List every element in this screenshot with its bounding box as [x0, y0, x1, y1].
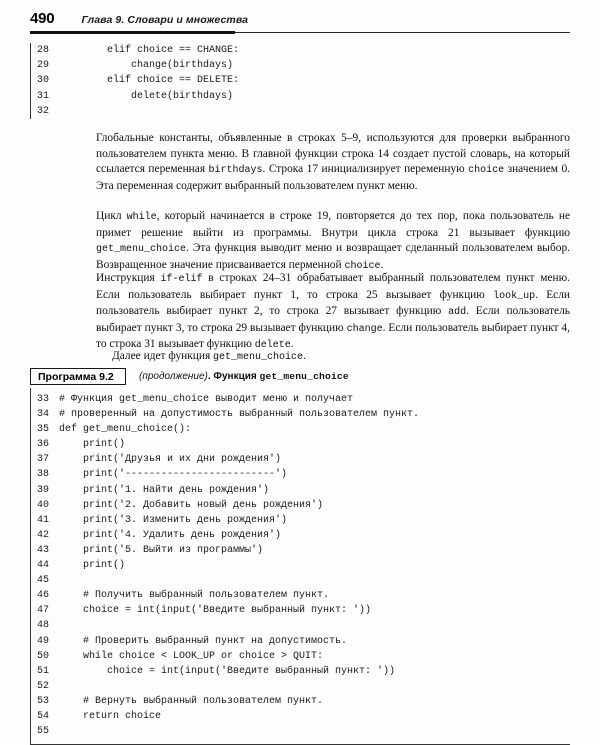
code-line-source: elif choice == DELETE: — [59, 75, 240, 87]
code-line-number: 39 — [37, 484, 50, 496]
p2-code-get-menu-choice: get_menu_choice — [96, 244, 187, 256]
p4-text-1: Далее идет функция — [112, 350, 214, 362]
program-caption-function: get_menu_choice — [259, 371, 349, 382]
code-line-number: 35 — [37, 424, 50, 436]
p2-text-3: . Эта функция выводит меню и возвращает сделанный пользователем выбор. Возвращенное значение присваивается перменной — [96, 242, 570, 271]
p2-text-2: , который начинается в строке 19, повторяется до тех пор, пока пользователь не примет решение выйти из программы. Внутри цикла строка 21 вызывает функцию — [96, 210, 571, 239]
program-header — [30, 368, 570, 385]
code-line — [37, 573, 570, 588]
code-line-number: 33 — [37, 394, 50, 405]
p3-text-2: в строках 24–31 обрабатывает выбранный пользователем пункт меню. Если пользователь выбирает пункт 1, то строка 25 вызывает функцию — [96, 272, 570, 301]
paragraph-globals — [96, 131, 570, 194]
p3-code-delete: delete — [254, 340, 291, 352]
code-line-number: 32 — [37, 105, 50, 117]
code-line-number: 43 — [37, 544, 50, 556]
program-caption-continued: (продолжение) — [139, 371, 208, 382]
p1-code-choice: choice — [468, 165, 505, 177]
paragraph-while-loop — [96, 209, 570, 274]
code-line-source: # Получить выбранный пользователем пункт. — [59, 590, 330, 602]
code-line-source: elif choice == CHANGE: — [59, 45, 240, 56]
program-caption-text: . Функция — [207, 371, 260, 382]
code-line — [37, 452, 570, 467]
code-line-number: 47 — [37, 605, 50, 617]
p3-code-look-up: look_up — [493, 290, 536, 302]
code-line — [37, 603, 570, 618]
code-line-source: print('4. Удалить день рождения') — [59, 529, 282, 541]
code-line — [37, 437, 570, 452]
code-line-number: 42 — [37, 529, 50, 541]
page-number: 490 — [30, 10, 55, 27]
code-line-number: 37 — [37, 454, 50, 466]
code-line — [37, 709, 570, 724]
code-line — [37, 43, 570, 58]
code-line-number: 55 — [37, 726, 50, 738]
code-line-source: while choice < LOOK_UP or choice > QUIT: — [59, 650, 324, 662]
code-line-number: 51 — [37, 665, 50, 677]
code-line-number: 54 — [37, 710, 50, 722]
p2-text-1: Цикл — [96, 210, 127, 222]
code-line-number: 52 — [37, 680, 50, 692]
chapter-title: Глава 9. Словари и множества — [81, 14, 249, 26]
code-line-source: print('3. Изменить день рождения') — [59, 514, 288, 526]
p3-text-6: . — [290, 338, 294, 351]
code-line-source: print('2. Добавить новый день рождения') — [59, 499, 324, 511]
code-line — [37, 543, 570, 558]
paragraph-if-elif — [96, 271, 570, 354]
p3-code-add: add — [448, 307, 467, 319]
p1-text-1: Глобальные константы, объявленные в строках 5–9, используются для проверки выбранного пользователем пункта меню. В главной функции строка 14 создает пустой словарь, на который ссылается переменная — [96, 132, 570, 176]
code-line-source: # Вернуть выбранный пользователем пункт. — [59, 695, 324, 707]
code-line — [37, 694, 570, 709]
code-line-number: 41 — [37, 514, 50, 526]
p3-text-4: . Если пользователь выбирает пункт 3, то строка 29 вызывает функцию — [96, 305, 570, 334]
p3-code-change: change — [346, 323, 383, 335]
p2-code-while: while — [126, 212, 157, 223]
paragraph-next-function — [96, 349, 570, 366]
code-line-source: print() — [59, 560, 126, 572]
code-line-number: 48 — [37, 620, 50, 632]
p3-code-if-elif: if-elif — [160, 274, 203, 285]
code-line — [37, 498, 570, 513]
code-line-number: 29 — [37, 60, 50, 72]
code-line-number: 50 — [37, 650, 50, 662]
code-line — [37, 104, 570, 119]
code-line-number: 31 — [37, 90, 50, 102]
code-line — [37, 528, 570, 543]
code-line — [37, 618, 570, 633]
code-line — [37, 422, 570, 437]
p3-text-1: Инструкция — [96, 272, 161, 284]
code-fragment-listing — [30, 43, 570, 119]
p4-text-2: . — [303, 350, 306, 362]
code-line-source: choice = int(input('Введите выбранный пункт: ')) — [59, 605, 372, 617]
code-line-source: print('Друзья и их дни рождения') — [59, 454, 282, 466]
code-line — [37, 588, 570, 603]
code-line-number: 36 — [37, 439, 50, 451]
program-tag: Программа 9.2 — [30, 368, 126, 385]
code-line — [37, 558, 570, 573]
p2-text-4: . — [380, 258, 384, 271]
code-line — [37, 483, 570, 498]
code-line-source: # Функция get_menu_choice выводит меню и получает — [59, 394, 354, 405]
code-line — [37, 634, 570, 649]
code-line-number: 49 — [37, 635, 50, 647]
code-line-source: return choice — [59, 710, 162, 722]
code-line — [37, 724, 570, 739]
code-line-number: 30 — [37, 75, 50, 87]
code-line-number: 44 — [37, 560, 50, 572]
code-line-source: print('-------------------------') — [59, 469, 288, 481]
p1-text-2: . Строка 17 инициализирует переменную — [262, 163, 469, 176]
code-line-source: change(birthdays) — [59, 60, 234, 72]
code-line-source: print('1. Найти день рождения') — [59, 484, 270, 496]
program-code-listing — [30, 388, 570, 745]
header-rule-thick — [30, 31, 235, 34]
code-line — [37, 407, 570, 422]
header-rule-thin — [235, 32, 570, 33]
p2-code-choice: choice — [344, 260, 381, 272]
code-line-source: delete(birthdays) — [59, 90, 234, 102]
code-line-number: 46 — [37, 590, 50, 602]
code-line-number: 40 — [37, 499, 50, 511]
code-line-source: choice = int(input('Введите выбранный пункт: ')) — [59, 665, 396, 677]
code-line-number: 53 — [37, 695, 50, 707]
code-line — [37, 467, 570, 482]
program-listing-box — [30, 368, 570, 745]
code-line — [37, 649, 570, 664]
code-line — [37, 392, 570, 407]
code-line-number: 34 — [37, 409, 50, 421]
code-line-source: print() — [59, 439, 126, 451]
code-line — [37, 679, 570, 694]
program-caption — [139, 371, 349, 382]
code-line-number: 28 — [37, 45, 50, 56]
p1-code-birthdays: birthdays — [208, 165, 263, 177]
header-rule — [30, 31, 570, 34]
code-line-source: # проверенный на допустимость выбранный пользователем пункт. — [59, 409, 420, 421]
p1-text-3: значением 0. Эта переменная содержит выбранный пользователем пункт меню. — [96, 163, 570, 192]
code-line — [37, 513, 570, 528]
p3-text-5: . Если пользователь выбирает пункт 4, то строка 31 вызывает функцию — [96, 321, 570, 351]
code-line-number: 38 — [37, 469, 50, 481]
code-line — [37, 89, 570, 104]
code-line-number: 45 — [37, 575, 50, 587]
code-line — [37, 664, 570, 679]
code-line-source: print('5. Выйти из программы') — [59, 544, 264, 556]
code-line — [37, 73, 570, 88]
code-line — [37, 58, 570, 73]
code-line-source: # Проверить выбранный пункт на допустимость. — [59, 635, 348, 647]
code-line-source: def get_menu_choice(): — [59, 424, 192, 436]
p3-text-3: . Если пользователь выбирает пункт 2, то строка 27 вызывает функцию — [96, 288, 570, 318]
p4-code-get-menu-choice: get_menu_choice — [213, 352, 304, 363]
